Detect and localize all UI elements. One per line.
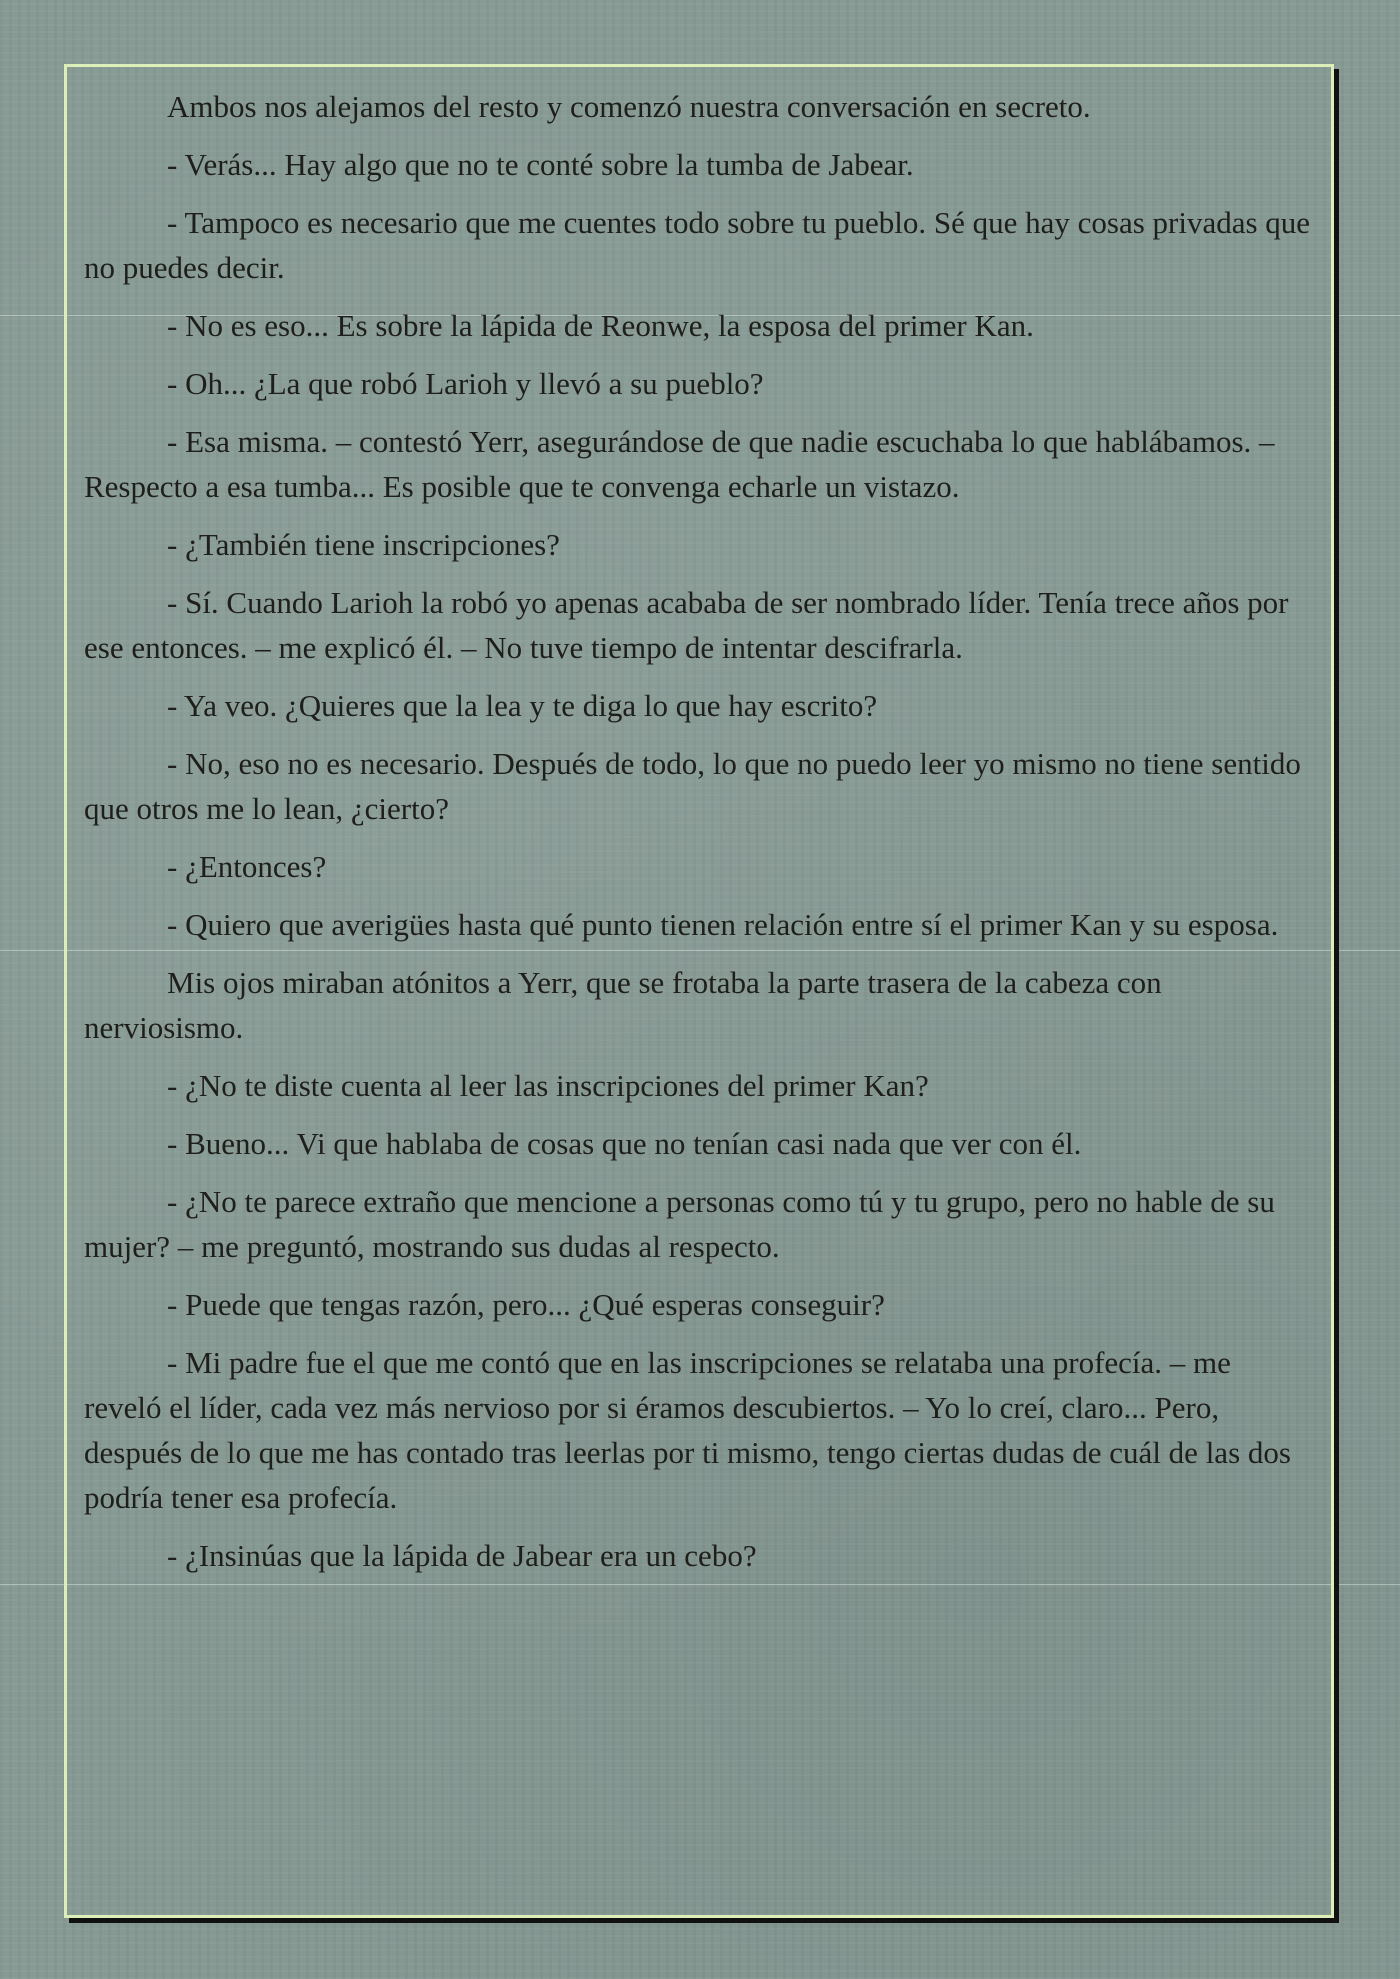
paragraph: - No es eso... Es sobre la lápida de Reonwe, la esposa del primer Kan. — [167, 308, 1034, 343]
paragraph: - ¿No te diste cuenta al leer las inscripciones del primer Kan? — [167, 1068, 929, 1103]
paragraph: - Esa misma. – contestó Yerr, asegurándose de que nadie escuchaba lo que hablábamos. – Respecto a esa tumba... Es posible que te convenga echarle un vistazo. — [84, 424, 1275, 504]
paragraph: - Sí. Cuando Larioh la robó yo apenas acababa de ser nombrado líder. Tenía trece años por ese entonces. – me explicó él. – No tuve tiempo de intentar descifrarla. — [84, 585, 1289, 665]
paragraph: - Quiero que averigües hasta qué punto tienen relación entre sí el primer Kan y su esposa. — [167, 907, 1279, 942]
paragraph: - Mi padre fue el que me contó que en las inscripciones se relataba una profecía. – me reveló el líder, cada vez más nervioso por si éramos descubiertos. – Yo lo creí, claro... Pero, después de lo que me has contado tras leerlas por ti mismo, tengo ciertas dudas de cuál de las dos podría tener esa profecía. — [84, 1345, 1291, 1515]
paragraph: - ¿Entonces? — [167, 849, 327, 884]
paragraph: Mis ojos miraban atónitos a Yerr, que se frotaba la parte trasera de la cabeza con nerviosismo. — [84, 965, 1162, 1045]
paragraph: - Oh... ¿La que robó Larioh y llevó a su pueblo? — [167, 366, 764, 401]
paragraph: Ambos nos alejamos del resto y comenzó nuestra conversación en secreto. — [167, 89, 1091, 124]
document-body — [84, 84, 1314, 1591]
paragraph: - ¿No te parece extraño que mencione a personas como tú y tu grupo, pero no hable de su mujer? – me preguntó, mostrando sus dudas al respecto. — [84, 1184, 1275, 1264]
paragraph: - Verás... Hay algo que no te conté sobre la tumba de Jabear. — [167, 147, 914, 182]
paragraph: - ¿También tiene inscripciones? — [167, 527, 560, 562]
paragraph: - Ya veo. ¿Quieres que la lea y te diga lo que hay escrito? — [167, 688, 878, 723]
paragraph: - No, eso no es necesario. Después de todo, lo que no puedo leer yo mismo no tiene sentido que otros me lo lean, ¿cierto? — [84, 746, 1301, 826]
paragraph: - ¿Insinúas que la lápida de Jabear era un cebo? — [167, 1538, 757, 1573]
paragraph: - Bueno... Vi que hablaba de cosas que no tenían casi nada que ver con él. — [167, 1126, 1082, 1161]
paragraph: - Puede que tengas razón, pero... ¿Qué esperas conseguir? — [167, 1287, 885, 1322]
paragraph: - Tampoco es necesario que me cuentes todo sobre tu pueblo. Sé que hay cosas privadas que no puedes decir. — [84, 205, 1311, 285]
